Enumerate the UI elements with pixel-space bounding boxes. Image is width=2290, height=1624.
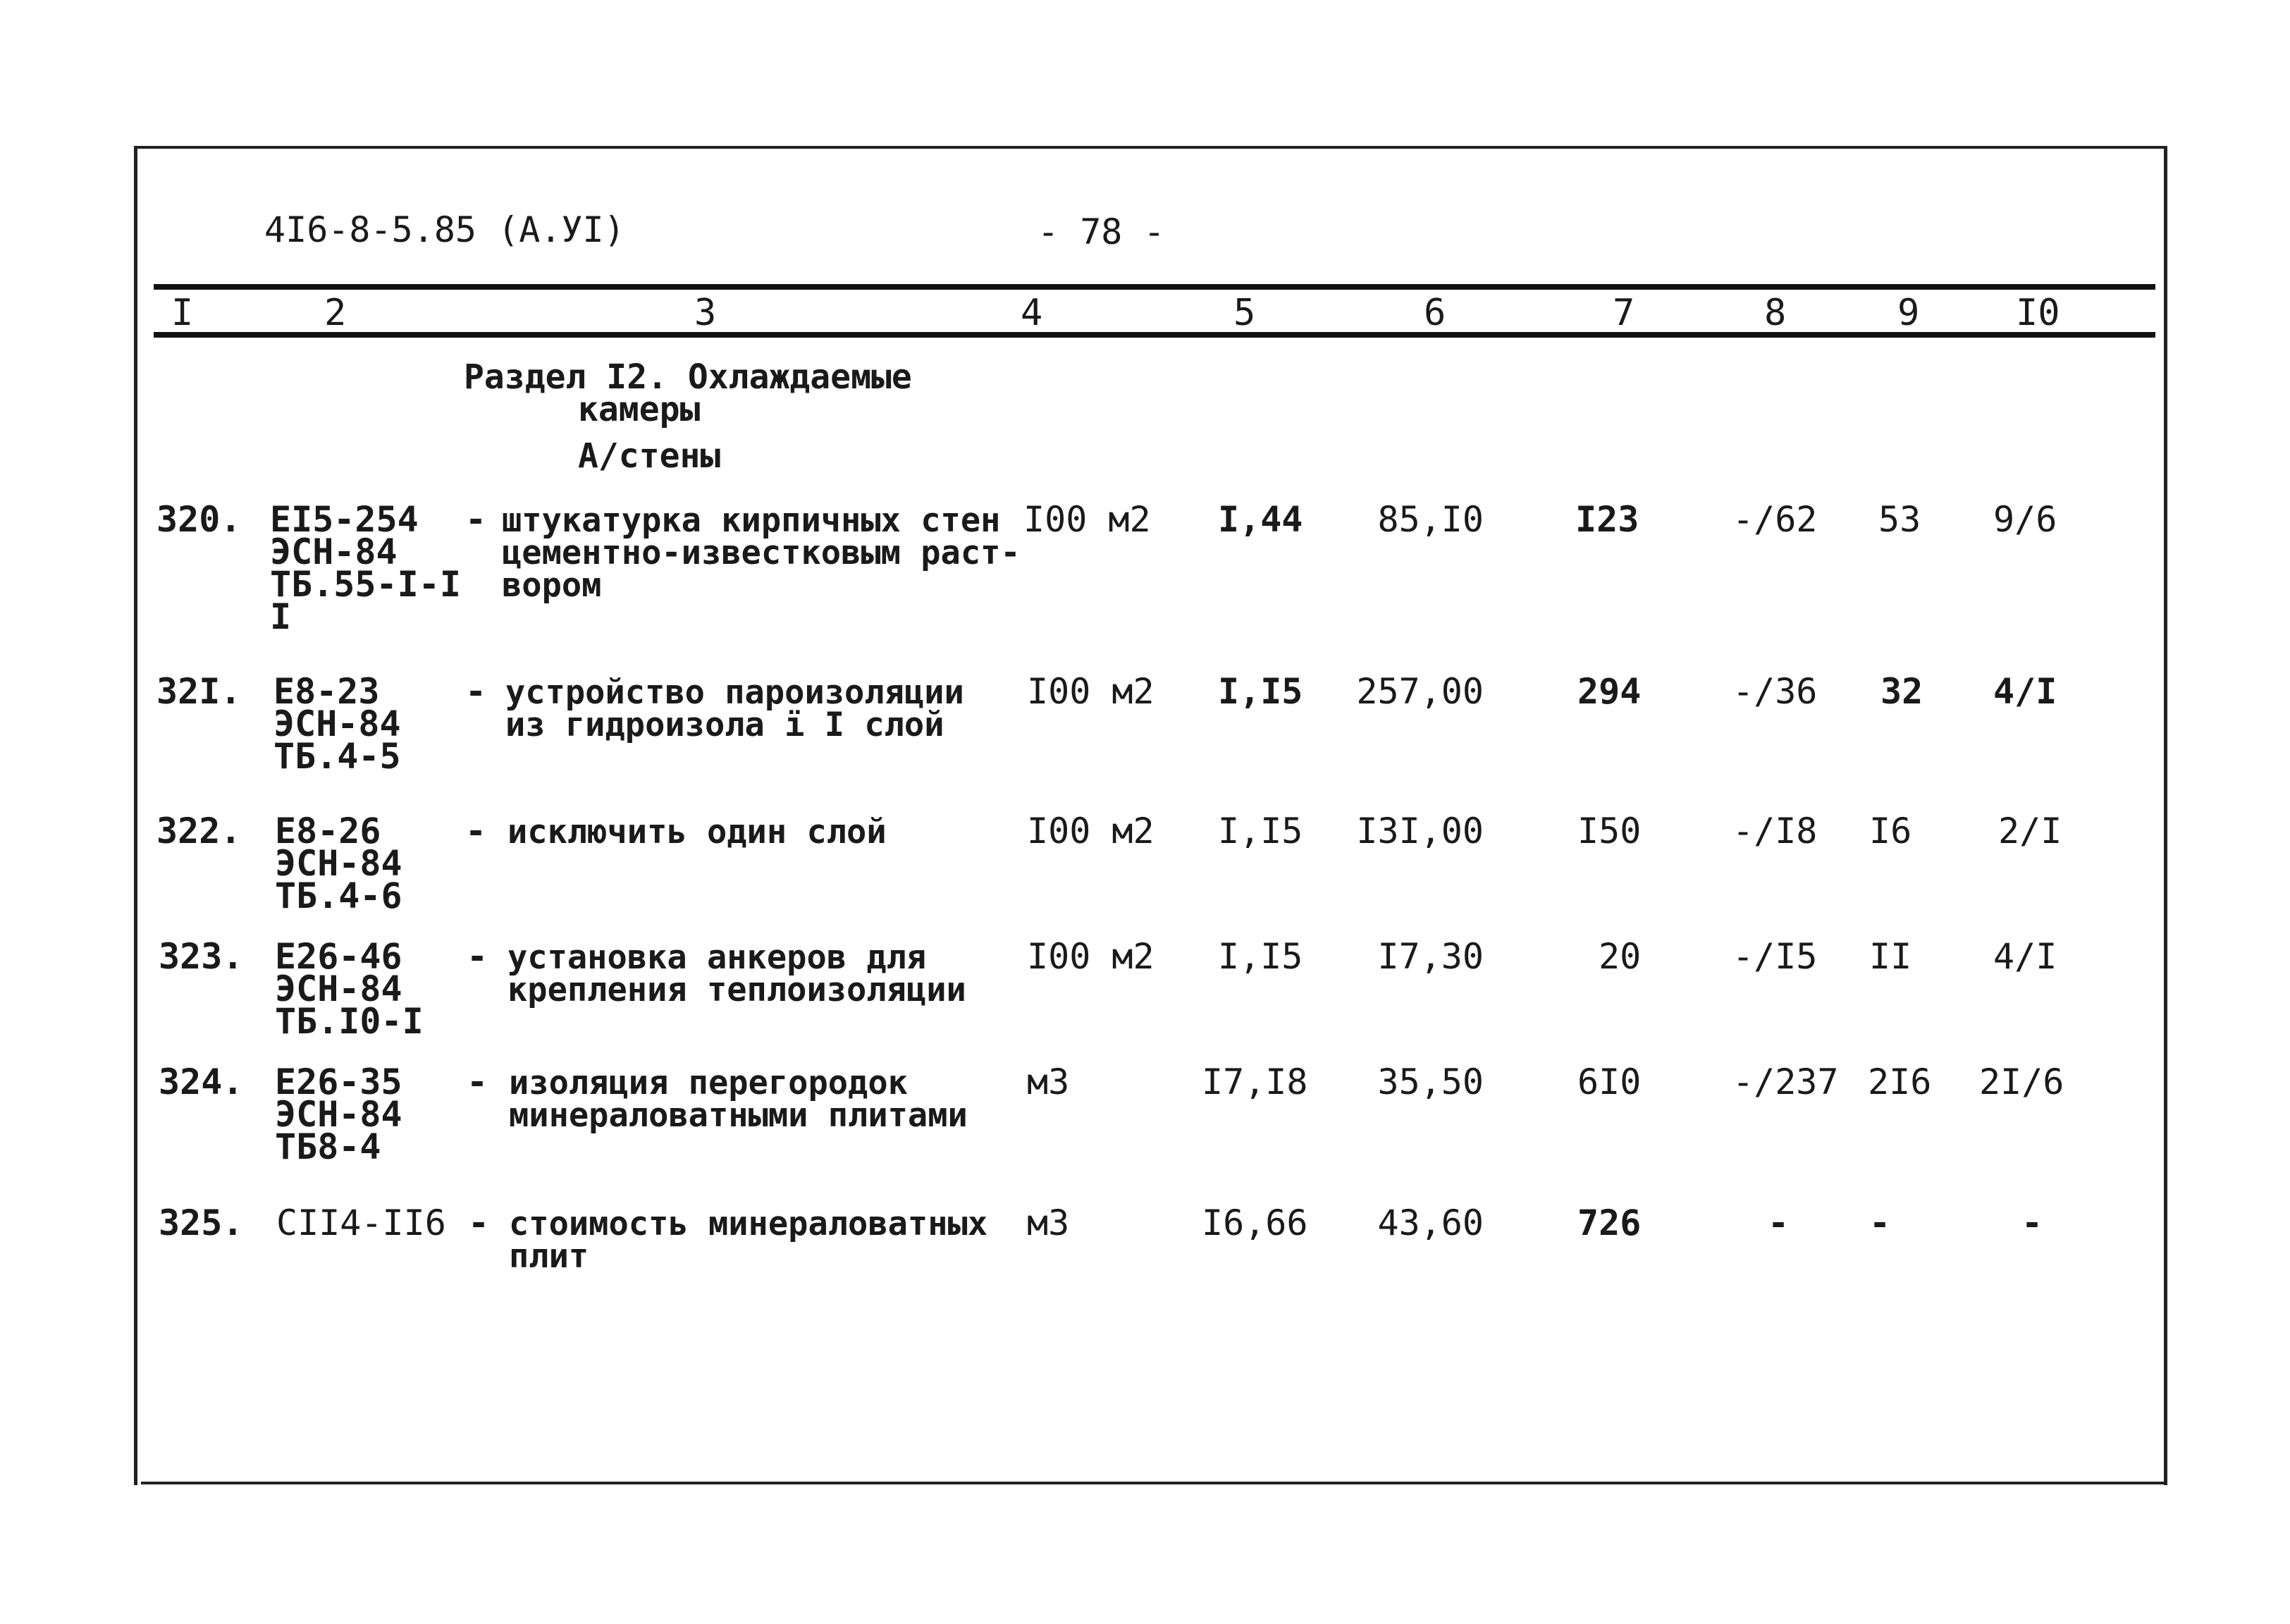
row-number: 320. bbox=[156, 499, 242, 540]
row-code-line: ЭСН-84 bbox=[275, 1094, 402, 1135]
row-number: 323. bbox=[159, 936, 244, 977]
row-code-line: ЭСН-84 bbox=[275, 968, 402, 1009]
row-total: 6I0 bbox=[1577, 1062, 1642, 1102]
header-rule-top bbox=[154, 284, 2155, 290]
row-number: 324. bbox=[159, 1062, 244, 1102]
row-col8: - bbox=[1768, 1202, 1790, 1243]
row-code-line: CII4-II6 bbox=[276, 1202, 446, 1243]
row-col8: -/62 bbox=[1732, 499, 1818, 540]
row-quantity: I,44 bbox=[1218, 499, 1303, 540]
row-quantity: I,I5 bbox=[1218, 936, 1303, 977]
row-number: 325. bbox=[159, 1202, 244, 1243]
row-dash: - bbox=[465, 499, 487, 540]
row-code-line: ТБ.55-I-I bbox=[270, 564, 461, 605]
row-col8: -/I8 bbox=[1732, 811, 1818, 851]
row-unit-price: I3I,00 bbox=[1356, 811, 1484, 851]
row-col9: 2I6 bbox=[1868, 1062, 1932, 1102]
row-col10: 4/I bbox=[1993, 936, 2057, 977]
row-unit-price: 35,50 bbox=[1377, 1062, 1484, 1102]
row-unit-price: 257,00 bbox=[1356, 671, 1484, 712]
row-description-line: плит bbox=[509, 1237, 589, 1276]
page-number: - 78 - bbox=[1038, 211, 1165, 252]
header-rule-bottom bbox=[154, 332, 2155, 338]
column-number-8: 8 bbox=[1764, 292, 1787, 334]
row-total: 726 bbox=[1577, 1202, 1642, 1243]
row-code-line: I bbox=[270, 596, 292, 637]
row-col9: 53 bbox=[1878, 499, 1921, 540]
row-total: I23 bbox=[1575, 499, 1639, 540]
document-code: 4I6-8-5.85 (А.УI) bbox=[264, 209, 625, 250]
row-description-line: устройство пароизоляции bbox=[505, 673, 964, 712]
row-col10: 9/6 bbox=[1993, 499, 2057, 540]
column-number-10: I0 bbox=[2016, 292, 2060, 334]
row-unit: I00 м2 bbox=[1027, 811, 1155, 851]
row-total: 20 bbox=[1599, 936, 1642, 977]
row-dash: - bbox=[467, 936, 488, 977]
column-number-9: 9 bbox=[1897, 292, 1920, 334]
row-col10: 4/I bbox=[1993, 671, 2057, 712]
row-code-line: ТБ.4-5 bbox=[273, 736, 401, 777]
column-number-1: I bbox=[171, 292, 194, 334]
row-total: I50 bbox=[1577, 811, 1642, 851]
row-code-line: E8-23 bbox=[273, 671, 380, 712]
row-unit: м3 bbox=[1027, 1062, 1070, 1102]
row-description-line: установка анкеров для bbox=[507, 938, 927, 977]
row-dash: - bbox=[467, 1062, 488, 1102]
row-number: 32I. bbox=[156, 671, 242, 712]
row-code-line: ЭСН-84 bbox=[273, 703, 401, 744]
section-subtitle: А/стены bbox=[578, 436, 721, 476]
row-quantity: I6,66 bbox=[1202, 1202, 1308, 1243]
row-dash: - bbox=[465, 671, 487, 712]
row-description-line: из гидроизола ï I слой bbox=[505, 706, 944, 744]
frame-bottom-border bbox=[141, 1482, 2167, 1484]
row-code-line: ЭСН-84 bbox=[270, 531, 398, 572]
row-code-line: ТБ.I0-I bbox=[275, 1001, 424, 1042]
row-code-line: EI5-254 bbox=[270, 499, 419, 540]
row-number: 322. bbox=[156, 811, 242, 851]
row-quantity: I,I5 bbox=[1218, 811, 1303, 851]
frame-left-border bbox=[134, 146, 137, 1485]
row-col8: -/237 bbox=[1732, 1062, 1839, 1102]
column-number-6: 6 bbox=[1424, 292, 1446, 334]
row-unit: I00 м2 bbox=[1027, 936, 1155, 977]
row-col8: -/I5 bbox=[1732, 936, 1818, 977]
row-description-line: штукатурка кирпичных стен bbox=[502, 501, 1001, 540]
column-number-7: 7 bbox=[1613, 292, 1635, 334]
frame-right-border bbox=[2164, 146, 2167, 1485]
row-quantity: I7,I8 bbox=[1202, 1062, 1308, 1102]
row-col9: 32 bbox=[1880, 671, 1923, 712]
row-unit: м3 bbox=[1027, 1202, 1070, 1243]
row-description-line: крепления теплоизоляции bbox=[507, 971, 966, 1009]
row-description-line: цементно-известковым раст- bbox=[502, 534, 1021, 572]
column-number-4: 4 bbox=[1021, 292, 1043, 334]
row-description-line: вором bbox=[502, 566, 602, 605]
row-dash: - bbox=[468, 1202, 490, 1243]
row-quantity: I,I5 bbox=[1218, 671, 1303, 712]
row-dash: - bbox=[465, 811, 487, 851]
row-col8: -/36 bbox=[1732, 671, 1818, 712]
section-title: Раздел I2. Охлаждаемые bbox=[464, 357, 912, 397]
column-number-5: 5 bbox=[1233, 292, 1256, 334]
row-unit-price: 85,I0 bbox=[1377, 499, 1484, 540]
row-code-line: ЭСН-84 bbox=[275, 843, 402, 884]
row-description-line: изоляция перегородок bbox=[509, 1064, 908, 1102]
row-description-line: стоимость минераловатных bbox=[509, 1205, 988, 1243]
row-code-line: ТБ8-4 bbox=[275, 1126, 381, 1167]
row-unit-price: I7,30 bbox=[1377, 936, 1484, 977]
row-col9: I6 bbox=[1869, 811, 1912, 851]
row-code-line: E8-26 bbox=[275, 811, 381, 851]
row-description-line: минераловатными плитами bbox=[509, 1096, 968, 1135]
row-unit: I00 м2 bbox=[1023, 499, 1151, 540]
row-unit: I00 м2 bbox=[1027, 671, 1155, 712]
row-code-line: ТБ.4-6 bbox=[275, 875, 402, 916]
row-code-line: E26-46 bbox=[275, 936, 402, 977]
row-unit-price: 43,60 bbox=[1377, 1202, 1484, 1243]
section-title-continuation: камеры bbox=[578, 390, 701, 429]
frame-top-border bbox=[134, 146, 2167, 149]
row-col10: 2/I bbox=[1998, 811, 2062, 851]
row-col9: - bbox=[1869, 1202, 1891, 1243]
row-description-line: исключить один слой bbox=[507, 813, 887, 851]
row-code-line: E26-35 bbox=[275, 1062, 402, 1102]
row-total: 294 bbox=[1577, 671, 1642, 712]
row-col9: II bbox=[1869, 936, 1912, 977]
column-number-2: 2 bbox=[324, 292, 347, 334]
row-col10: - bbox=[2021, 1202, 2043, 1243]
column-number-3: 3 bbox=[694, 292, 717, 334]
row-col10: 2I/6 bbox=[1979, 1062, 2064, 1102]
